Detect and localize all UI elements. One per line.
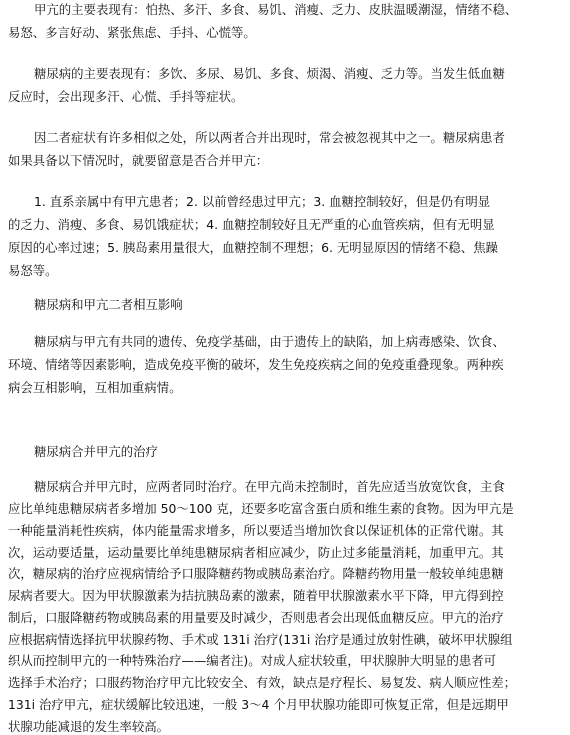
paragraph-5-line-1: 糖尿病与甲亢有共同的遗传、免疫学基础，由于遗传上的缺陷，加上病毒感染、饮食、 (34, 334, 505, 349)
paragraph-4-line-1: 1. 直系亲属中有甲亢患者；2. 以前曾经患过甲亢；3. 血糖控制较好，但是仍有明显 (34, 194, 491, 209)
paragraph-3-line-1: 因二者症状有许多相似之处，所以两者合并出现时，常会被忽视其中之一。糖尿病患者 (34, 130, 505, 145)
paragraph-6-line-12: 状腺功能减退的发生率较高。 (8, 719, 170, 734)
section-heading-treatment: 糖尿病合并甲亢的治疗 (34, 444, 158, 459)
paragraph-6-line-3: 一种能量消耗性疾病，体内能量需求增多，所以要适当增加饮食以保证机体的正常代谢。其 (8, 523, 504, 538)
paragraph-6-line-7: 制后，口服降糖药物或胰岛素的用量要及时减少，否则患者会出现低血糖反应。甲亢的治疗 (8, 610, 504, 625)
paragraph-1-line-2: 易怒、多言好动、紧张焦虑、手抖、心慌等。 (8, 25, 256, 40)
paragraph-1-line-1: 甲亢的主要表现有：怕热、多汗、多食、易饥、消瘦、乏力、皮肤温暖潮湿，情绪不稳、 (34, 2, 518, 17)
paragraph-2-line-2: 反应时，会出现多汗、心慌、手抖等症状。 (8, 89, 244, 104)
paragraph-6-line-4: 次，运动要适量，运动量要比单纯患糖尿病者相应减少，防止过多能量消耗，加重甲亢。其 (8, 545, 504, 560)
section-heading-interaction: 糖尿病和甲亢二者相互影响 (34, 297, 183, 312)
paragraph-6-line-1: 糖尿病合并甲亢时，应两者同时治疗。在甲亢尚未控制时，首先应适当放宽饮食，主食 (34, 479, 505, 494)
paragraph-2-line-1: 糖尿病的主要表现有：多饮、多尿、易饥、多食、烦渴、消瘦、乏力等。当发生低血糖 (34, 66, 505, 81)
paragraph-6-line-9: 织从而控制甲亢的一种特殊治疗——编者注)。对成人症状较重，甲状腺肿大明显的患者可 (8, 653, 497, 668)
paragraph-4-line-3: 原因的心率过速；5. 胰岛素用量很大，血糖控制不理想；6. 无明显原因的情绪不稳、焦躁 (8, 240, 498, 255)
paragraph-6-line-5: 次，糖尿病的治疗应视病情给予口服降糖药物或胰岛素治疗。降糖药物用量一般较单纯患糖 (8, 566, 504, 581)
paragraph-3-line-2: 如果具备以下情况时，就要留意是否合并甲亢： (8, 153, 269, 168)
paragraph-4-line-4: 易怒等。 (8, 263, 58, 278)
paragraph-5-line-2: 环境、情绪等因素影响，造成免疫平衡的破坏，发生免疫疾病之间的免疫重叠现象。两种疾 (8, 357, 504, 372)
paragraph-6-line-2: 应比单纯患糖尿病者多增加 50～100 克，还要多吃富含蛋白质和维生素的食物。因为甲亢是 (8, 501, 514, 516)
paragraph-6-line-10: 选择手术治疗；口服药物治疗甲亢比较安全、有效，缺点是疗程长、易复发、病人顺应性差； (8, 675, 517, 690)
paragraph-6-line-6: 尿病者要大。因为甲状腺激素为拮抗胰岛素的激素，随着甲状腺激素水平下降，甲亢得到控 (8, 588, 504, 603)
paragraph-6-line-8: 应根据病情选择抗甲状腺药物、手术或 131i 治疗(131i 治疗是通过放射性碘，破坏甲状腺组 (8, 632, 513, 647)
paragraph-4-line-2: 的乏力、消瘦、多食、易饥饿症状；4. 血糖控制较好且无严重的心血管疾病，但有无明显 (8, 217, 495, 232)
paragraph-5-line-3: 病会互相影响，互相加重病情。 (8, 380, 182, 395)
paragraph-6-line-11: 131i 治疗甲亢，症状缓解比较迅速，一般 3～4 个月甲状腺功能即可恢复正常，但是远期甲 (8, 697, 509, 712)
